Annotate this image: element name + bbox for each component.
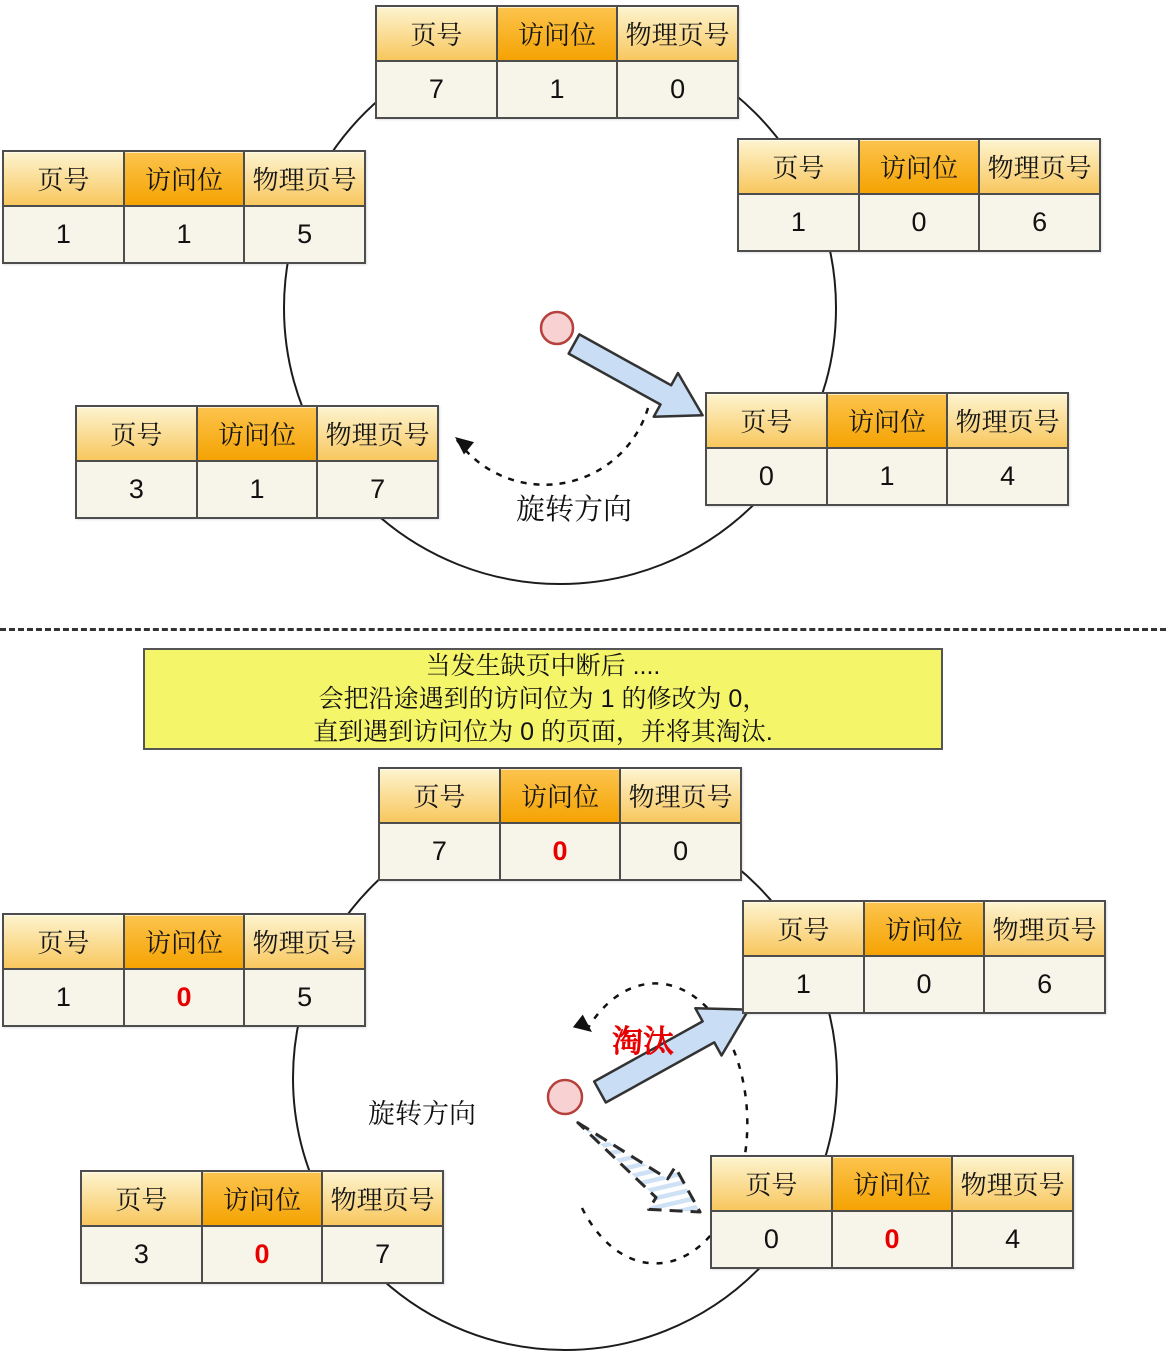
header-access-bit: 访问位 <box>860 140 981 193</box>
page-table-left <box>2 150 366 264</box>
cell-page-number: 1 <box>739 193 860 250</box>
header-physical-page: 物理页号 <box>980 140 1099 193</box>
cell-page-number: 1 <box>744 955 865 1012</box>
note-line-2: 会把沿途遇到的访问位为 1 的修改为 0， <box>318 684 768 713</box>
header-physical-page: 物理页号 <box>323 1172 442 1225</box>
header-access-bit: 访问位 <box>833 1157 954 1210</box>
clock-pivot-icon <box>548 1080 582 1114</box>
header-physical-page: 物理页号 <box>621 769 740 822</box>
clock-diagram-before <box>0 0 1166 630</box>
header-page-number: 页号 <box>712 1157 833 1210</box>
cell-physical-page: 0 <box>621 822 740 879</box>
header-page-number: 页号 <box>77 407 198 460</box>
header-physical-page: 物理页号 <box>953 1157 1072 1210</box>
header-access-bit: 访问位 <box>198 407 319 460</box>
page-table-top <box>378 767 742 881</box>
cell-page-number: 3 <box>77 460 198 517</box>
header-page-number: 页号 <box>707 394 828 447</box>
header-page-number: 页号 <box>4 915 125 968</box>
rotation-ellipse-arrowhead-icon <box>573 1015 597 1039</box>
clock-diagram-after <box>0 760 1166 1352</box>
cell-physical-page: 5 <box>245 968 364 1025</box>
cell-access-bit: 1 <box>125 205 246 262</box>
rotation-arc-arrowhead-icon <box>450 431 474 455</box>
page-table-top <box>375 5 739 119</box>
clock-hand-arrow-icon <box>562 322 715 437</box>
section-divider <box>0 628 1166 631</box>
note-line-1: 当发生缺页中断后 .... <box>425 651 661 680</box>
header-physical-page: 物理页号 <box>245 915 364 968</box>
cell-page-number: 7 <box>377 60 498 117</box>
header-physical-page: 物理页号 <box>318 407 437 460</box>
cell-access-bit: 1 <box>828 447 949 504</box>
rotation-direction-label: 旋转方向 <box>368 1099 476 1129</box>
cell-physical-page: 0 <box>618 60 737 117</box>
cell-access-bit: 0 <box>501 822 622 879</box>
header-physical-page: 物理页号 <box>948 394 1067 447</box>
header-page-number: 页号 <box>380 769 501 822</box>
cell-access-bit: 1 <box>498 60 619 117</box>
page-table-right <box>737 138 1101 252</box>
page-table-right <box>742 900 1106 1014</box>
cell-page-number: 0 <box>712 1210 833 1267</box>
header-physical-page: 物理页号 <box>245 152 364 205</box>
cell-access-bit: 0 <box>833 1210 954 1267</box>
cell-access-bit: 0 <box>125 968 246 1025</box>
page-table-bottom-left <box>80 1170 444 1284</box>
header-page-number: 页号 <box>744 902 865 955</box>
page-table-bottom-left <box>75 405 439 519</box>
header-physical-page: 物理页号 <box>618 7 737 60</box>
header-page-number: 页号 <box>82 1172 203 1225</box>
header-access-bit: 访问位 <box>125 915 246 968</box>
evict-label: 淘汰 <box>612 1024 674 1059</box>
header-access-bit: 访问位 <box>203 1172 324 1225</box>
cell-page-number: 0 <box>707 447 828 504</box>
page-table-bottom-right <box>710 1155 1074 1269</box>
page-table-left <box>2 913 366 1027</box>
cell-page-number: 7 <box>380 822 501 879</box>
cell-access-bit: 0 <box>865 955 986 1012</box>
cell-access-bit: 0 <box>203 1225 324 1282</box>
header-access-bit: 访问位 <box>828 394 949 447</box>
header-page-number: 页号 <box>377 7 498 60</box>
header-access-bit: 访问位 <box>865 902 986 955</box>
header-physical-page: 物理页号 <box>985 902 1104 955</box>
cell-physical-page: 6 <box>980 193 1099 250</box>
header-page-number: 页号 <box>739 140 860 193</box>
cell-access-bit: 1 <box>198 460 319 517</box>
note-line-3: 直到遇到访问位为 0 的页面，并将其淘汰. <box>313 717 773 746</box>
rotation-direction-label: 旋转方向 <box>516 494 633 526</box>
cell-access-bit: 0 <box>860 193 981 250</box>
cell-physical-page: 4 <box>948 447 1067 504</box>
cell-physical-page: 5 <box>245 205 364 262</box>
previous-hand-hatched-arrow-icon <box>559 1111 714 1233</box>
explanation-note <box>143 648 943 750</box>
cell-physical-page: 4 <box>953 1210 1072 1267</box>
cell-physical-page: 7 <box>323 1225 442 1282</box>
page-table-bottom-right <box>705 392 1069 506</box>
cell-page-number: 1 <box>4 968 125 1025</box>
header-access-bit: 访问位 <box>498 7 619 60</box>
cell-physical-page: 7 <box>318 460 437 517</box>
clock-pivot-icon <box>541 312 573 344</box>
header-page-number: 页号 <box>4 152 125 205</box>
cell-page-number: 3 <box>82 1225 203 1282</box>
cell-page-number: 1 <box>4 205 125 262</box>
rotation-direction-arc <box>455 408 648 485</box>
header-access-bit: 访问位 <box>501 769 622 822</box>
header-access-bit: 访问位 <box>125 152 246 205</box>
cell-physical-page: 6 <box>985 955 1104 1012</box>
